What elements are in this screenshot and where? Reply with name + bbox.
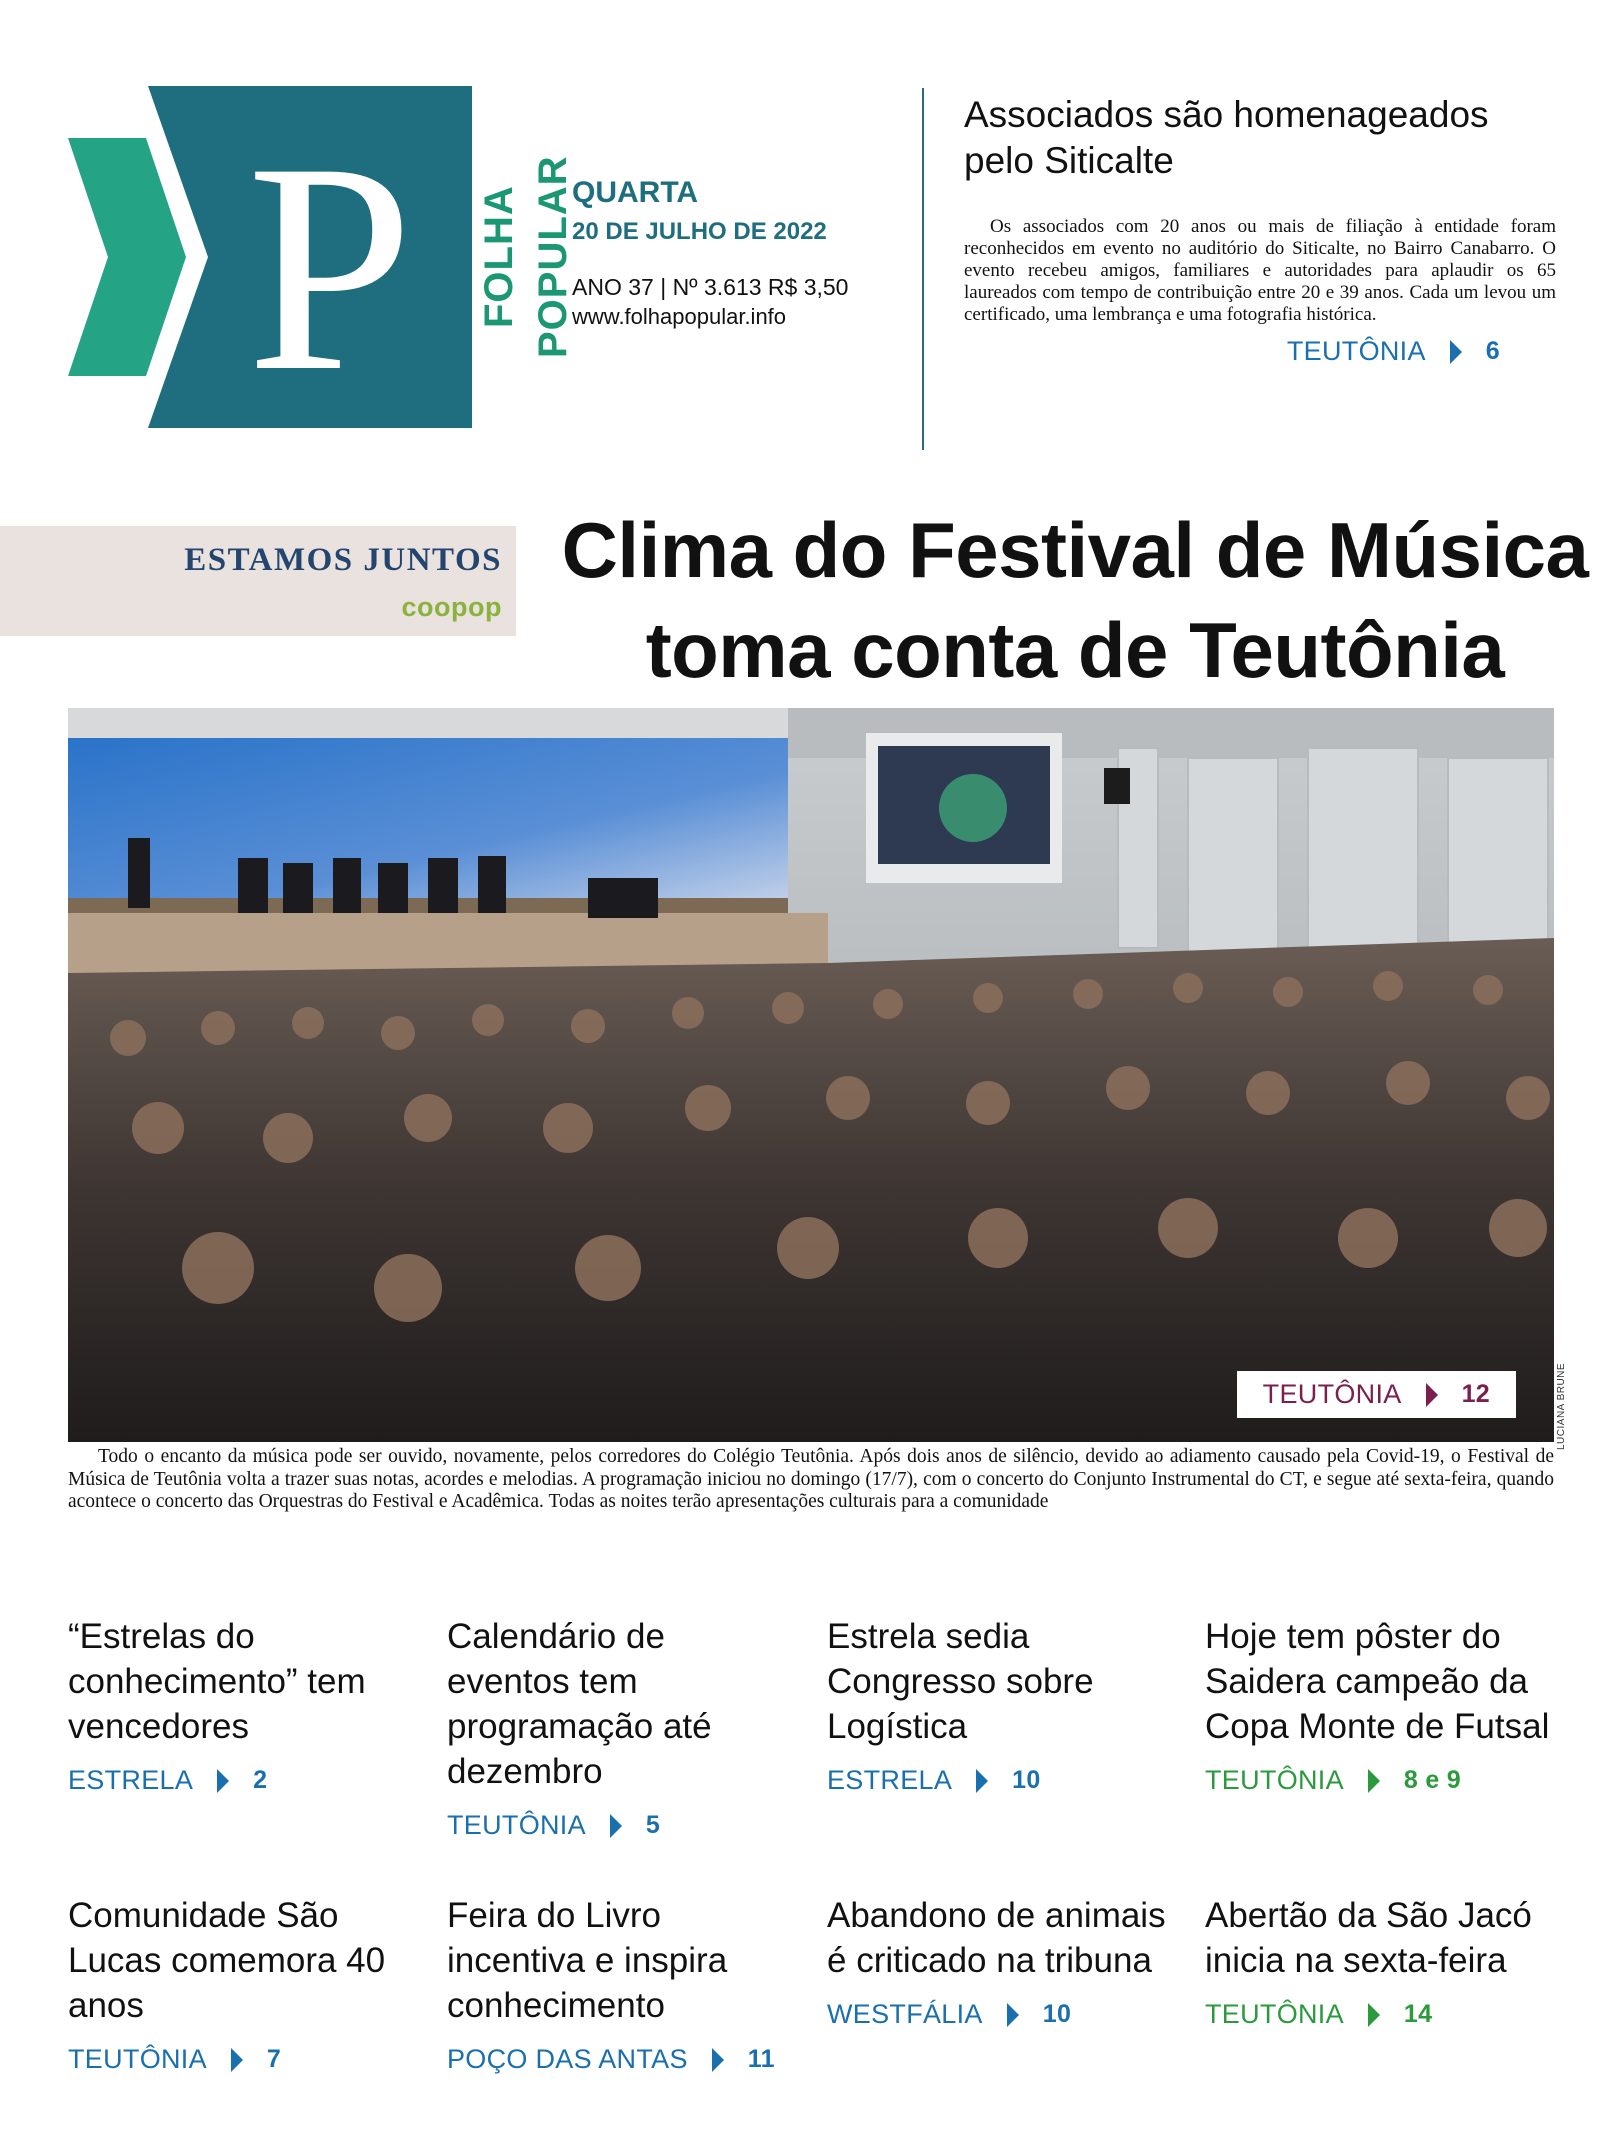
- section-label: ESTRELA: [827, 1765, 953, 1795]
- page-number: 12: [1461, 1380, 1490, 1408]
- teaser-title: Abertão da São Jacó inicia na sexta-feira: [1205, 1896, 1532, 1980]
- column-divider: [922, 88, 924, 450]
- teaser[interactable]: [447, 1614, 797, 1841]
- arrow-icon: [1007, 2003, 1019, 2027]
- issue-weekday: QUARTA: [572, 176, 699, 209]
- main-headline-line2: toma conta de Teutônia: [645, 606, 1505, 694]
- arrow-icon: [217, 1769, 229, 1793]
- issue-info: [572, 176, 902, 332]
- teaser[interactable]: [827, 1893, 1177, 2030]
- side-story: [964, 92, 1556, 367]
- page-number: 14: [1403, 2000, 1433, 2028]
- arrow-icon: [976, 1769, 988, 1793]
- newspaper-logo: [68, 86, 518, 428]
- sponsor-banner[interactable]: [0, 526, 516, 636]
- side-story-ref[interactable]: [964, 336, 1556, 367]
- photo-credit: LUCIANA BRUNE: [1556, 1362, 1567, 1450]
- teaser-title: “Estrelas do conhecimento” tem vencedores: [68, 1617, 366, 1746]
- page-number: 2: [253, 1766, 268, 1794]
- logo-mark-icon: [68, 86, 518, 428]
- banner-title: ESTAMOS JUNTOS: [184, 542, 502, 578]
- page-number: 7: [266, 2045, 282, 2073]
- arrow-icon: [1368, 1769, 1380, 1793]
- section-label: TEUTÔNIA: [1205, 1999, 1344, 2029]
- teaser[interactable]: [827, 1614, 1177, 1796]
- page-number: 6: [1485, 337, 1500, 365]
- teaser-title: Calendário de eventos tem programação até dezembro: [447, 1617, 712, 1791]
- page-number: 10: [1012, 1766, 1041, 1794]
- page-number: 11: [747, 2045, 775, 2073]
- teaser[interactable]: [68, 1893, 418, 2075]
- photo-caption: Todo o encanto da música pode ser ouvido, novamente, pelos corredores do Colégio Teutônia. Após dois anos de silêncio, devido ao adiamento causado pela Covid-19, o Festival de Música de Teutônia volta a trazer suas notas, acordes e melodias. A programação iniciou no domingo (17/7), com o concerto do Conjunto Instrumental do CT, e segue até sexta-feira, quando acontece o concerto das Orquestras do Festival e Acadêmica. Todas as noites terão apresentações culturais para a comunidade: [68, 1446, 1554, 1512]
- teaser-title: Feira do Livro incentiva e inspira conhecimento: [447, 1896, 728, 2025]
- arrow-icon: [1368, 2003, 1380, 2027]
- page-number: 10: [1042, 2000, 1072, 2028]
- teaser[interactable]: [68, 1614, 418, 1796]
- concert-audience-image: [68, 708, 1554, 1442]
- teaser-title: Comunidade São Lucas comemora 40 anos: [68, 1896, 386, 2025]
- main-photo: [68, 708, 1554, 1442]
- teaser[interactable]: [1205, 1893, 1555, 2030]
- main-story-ref[interactable]: [1237, 1371, 1516, 1418]
- section-label: TEUTÔNIA: [1205, 1765, 1344, 1795]
- arrow-icon: [712, 2048, 724, 2072]
- sponsor-logo: coopop: [401, 592, 502, 622]
- page-number: 5: [645, 1811, 661, 1839]
- teaser-title: Hoje tem pôster do Saidera campeão da Copa Monte de Futsal: [1205, 1617, 1550, 1746]
- arrow-icon: [231, 2048, 243, 2072]
- page-number: 8 e 9: [1403, 1766, 1462, 1794]
- arrow-icon: [610, 1814, 622, 1838]
- side-story-headline[interactable]: Associados são homenageados pelo Siticalte: [964, 94, 1489, 181]
- website-link[interactable]: www.folhapopular.info: [572, 304, 787, 329]
- teaser[interactable]: [1205, 1614, 1555, 1796]
- arrow-icon: [1426, 1383, 1438, 1407]
- section-label: TEUTÔNIA: [447, 1810, 586, 1840]
- arrow-icon: [1450, 340, 1462, 364]
- section-label: WESTFÁLIA: [827, 1999, 983, 2029]
- teaser-title: Estrela sedia Congresso sobre Logística: [827, 1617, 1094, 1746]
- section-label: POÇO DAS ANTAS: [447, 2044, 688, 2074]
- newspaper-name: FOLHA POPULAR: [477, 155, 575, 359]
- side-story-body: Os associados com 20 anos ou mais de filiação à entidade foram reconhecidos em evento no auditório do Siticalte, no Bairro Canabarro. O evento recebeu amigos, familiares e autoridades para aplaudir os 65 laureados com tempo de contribuição entre 20 e 39 anos. Cada um levou um certificado, uma lembrança e uma fotografia histórica.: [964, 216, 1556, 325]
- issue-date: 20 DE JULHO DE 2022: [572, 218, 827, 245]
- issue-edition: ANO 37 | Nº 3.613 R$ 3,50: [572, 274, 849, 300]
- section-label: TEUTÔNIA: [1262, 1379, 1402, 1409]
- section-label: ESTRELA: [68, 1765, 194, 1795]
- main-headline-line1: Clima do Festival de Música: [561, 506, 1589, 594]
- section-label: TEUTÔNIA: [1286, 336, 1426, 366]
- logo-letter: P: [246, 101, 414, 428]
- main-headline[interactable]: [560, 500, 1590, 700]
- section-label: TEUTÔNIA: [68, 2044, 207, 2074]
- teaser-title: Abandono de animais é criticado na tribuna: [827, 1896, 1166, 1980]
- teaser[interactable]: [447, 1893, 797, 2075]
